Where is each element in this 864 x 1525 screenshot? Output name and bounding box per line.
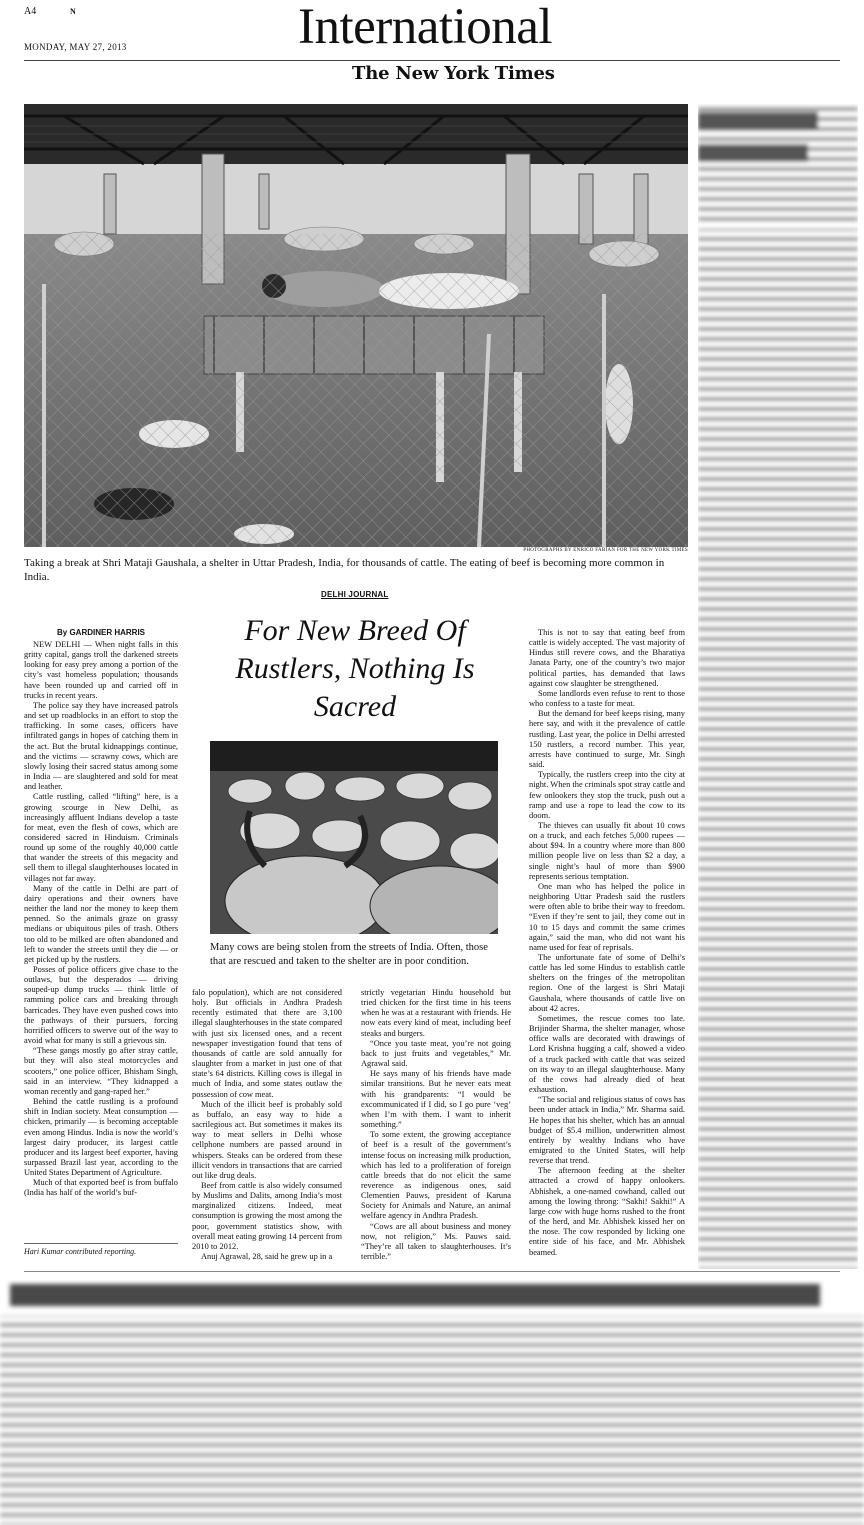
bottom-rule	[24, 1271, 840, 1272]
issue-date: MONDAY, MAY 27, 2013	[24, 42, 127, 52]
bottom-article-blurred	[0, 1280, 864, 1525]
paragraph: NEW DELHI — When night falls in this gritty capital, gangs troll the darkened streets looking for easy prey among a portion of the city’s vast homeless population; thousands have been rounded up and carried off in trucks in recent years.	[24, 640, 178, 700]
masthead-logo: The New York Times	[352, 63, 555, 84]
article-column-1	[24, 640, 178, 1199]
article-column-4	[529, 628, 685, 1258]
paragraph: strictly vegetarian Hindu household but tried chicken for the first time in his teens when he was at a restaurant with friends. He now eats every kind of meat, including beef steaks and burgers.	[361, 988, 511, 1038]
contributor-note: Hari Kumar contributed reporting.	[24, 1247, 137, 1256]
paragraph: Cattle rustling, called “lifting” here, is a growing scourge in New Delhi, as increasingly affluent Indians develop a taste for meat, even the flesh of cows, which are considered sacred in Hinduism. Criminals round up some of the roughly 40,000 cattle that wander the streets of this megacity and sell them to illegal slaughterhouses located in villages not far away.	[24, 792, 178, 883]
paragraph: Behind the cattle rustling is a profound shift in Indian society. Meat consumption — chicken, primarily — is becoming acceptable even among Hindus. India is now the world’s largest dairy producer, its largest cattle producer and its largest beef exporter, having surpassed Brazil last year, according to the United States Department of Agriculture.	[24, 1097, 178, 1178]
section-title: International	[298, 0, 553, 55]
paragraph: The afternoon feeding at the shelter attracted a crowd of happy onlookers. Abhishek, a one-named cowhand, called out among the lowing throng: “Sakhi! Sakhi!” A large cow with huge horns rushed to the front of the herd, and Mr. Abhishek kissed her on the nose. The cow responded by licking one entire side of his face, and Mr. Abhishek beamed.	[529, 1166, 685, 1257]
paragraph: The thieves can usually fit about 10 cows on a truck, and each fetches 5,000 rupees — about $94. In a country where more than 800 million people live on less than $2 a day, a single night’s haul of more than $900 represents serious temptation.	[529, 820, 685, 881]
photo-credit: PHOTOGRAPHS BY ENRICO FABIAN FOR THE NEW YORK TIMES	[523, 548, 688, 553]
article-byline: By GARDINER HARRIS	[57, 628, 146, 637]
paragraph: One man who has helped the police in neighboring Uttar Pradesh said the rustlers were often able to bribe their way to freedom. “Even if they’re sent to jail, they come out in 10 to 15 days and commit the same crimes again,” said the man, who did not want his name used for fear of reprisals.	[529, 881, 685, 952]
contributor-rule	[24, 1243, 178, 1244]
article-headline: For New Breed Of Rustlers, Nothing Is Sacred	[235, 614, 475, 723]
paragraph: This is not to say that eating beef from cattle is widely accepted. The vast majority of Hindus still revere cows, and the Bharatiya Janata Party, one of the country’s two major political parties, has demanded that laws against cow slaughter be strengthened.	[529, 628, 685, 688]
paragraph: The unfortunate fate of some of Delhi’s cattle has led some Hindus to establish cattle shelters on the fringes of the metropolitan region. One of the largest is Shri Mataji Gaushala, where thousands of cattle live on about 42 acres.	[529, 953, 685, 1013]
article-column-2	[192, 988, 342, 1262]
paragraph: Beef from cattle is also widely consumed by Muslims and Dalits, among India’s most marginalized citizens. Indeed, meat consumption is growing the most among the poor, government statistics show, with overall meat eating growing 14 percent from 2010 to 2012.	[192, 1180, 342, 1251]
paragraph: Posses of police officers give chase to the outlaws, but the desperados — driving souped-up dump trucks — think little of ramming police cars and breaking through barricades. They have even pushed cows into the pathways of their pursuers, forcing horrified officers to swerve out of the way to avoid what for many is still a grievous sin.	[24, 965, 178, 1046]
paragraph: Typically, the rustlers creep into the city at night. When the criminals spot stray cattle and few onlookers they stop the truck, push out a ramp and use a rope to lead the cow to its doom.	[529, 770, 685, 820]
header-rule	[24, 60, 840, 61]
paragraph: Much of that exported beef is from buffalo (India has half of the world’s buf-	[24, 1178, 178, 1198]
page-number: A4	[24, 6, 37, 17]
paragraph: He says many of his friends have made similar transitions. But he never eats meat with his grandparents: “I would be excommunicated if I did, so I go pure ‘veg’ when I’m with them. I want to inherit something.”	[361, 1069, 511, 1130]
article-column-3	[361, 988, 511, 1262]
article-kicker: DELHI JOURNAL	[321, 590, 389, 599]
paragraph: Sometimes, the rescue comes too late. Brijinder Sharma, the shelter manager, whose office walls are decorated with drawings of Lord Krishna hugging a calf, showed a video of a truck packed with cattle that was seized on its way to an illegal slaughterhouse. Many of the cows had already died of heat exhaustion.	[529, 1013, 685, 1095]
paragraph: “Cows are all about business and money now, not religion,” Ms. Pauws said. “They’re all taken to slaughterhouses. It’s terrible.”	[361, 1221, 511, 1262]
paragraph: To some extent, the growing acceptance of beef is a result of the government’s intense focus on increasing milk production, which has led to a proliferation of foreign cattle breeds that do not elicit the same reverence as indigenous ones, said Clementien Pauws, president of Karuna Society for Animals and Nature, an animal welfare agency in Andhra Pradesh.	[361, 1130, 511, 1221]
paragraph: “Once you taste meat, you’re not going back to just fruits and vegetables,” Mr. Agrawal said.	[361, 1038, 511, 1069]
paragraph: But the demand for beef keeps rising, many here say, and with it the prevalence of cattle rustling. Last year, the police in Delhi arrested 150 rustlers, a record number. This year, arrests have continued to surge, Mr. Singh said.	[529, 709, 685, 770]
paragraph: Much of the illicit beef is probably sold as buffalo, an easy way to hide a sacrilegious act. But sometimes it makes its way to meat sellers in Delhi whose cellphone numbers are passed around in whispers. Steaks can be ordered from these illicit vendors in transactions that are carried out like drug deals.	[192, 1099, 342, 1180]
cattle-herd-photo	[210, 741, 498, 934]
paragraph: falo population), which are not considered holy. But officials in Andhra Pradesh recently estimated that there are 3,100 illegal slaughterhouses in the state compared with just six licensed ones, and a recent newspaper investigation found that tens of thousands of cattle are sold annually for slaughter from a market in just one of that state’s 64 districts. Killing cows is illegal in much of India, and some states outlaw the possession of cow meat.	[192, 988, 343, 1099]
paragraph: Many of the cattle in Delhi are part of dairy operations and their owners have neither the land nor the money to keep them penned. So the animals graze on grassy medians or ubiquitous piles of trash. Others too old to be milked are often abandoned and left to wander the streets until they die — or get picked up by the rustlers.	[24, 883, 178, 964]
lead-photo-caption: Taking a break at Shri Mataji Gaushala, a shelter in Uttar Pradesh, India, for thousands of cattle. The eating of beef is becoming more common in India.	[24, 557, 665, 583]
adjacent-article-blurred	[698, 104, 858, 1269]
paragraph: The police say they have increased patrols and set up roadblocks in an effort to stop the trafficking. In some cases, officers have infiltrated gangs in hopes of catching them in the act. But the brutal kidnappings continue, and the victims — scrawny cows, which are slowly losing their sacred status among some in India — are slaughtered and sold for meat and leather.	[24, 700, 178, 792]
paragraph: “These gangs mostly go after stray cattle, but they will also steal motorcycles and scooters,” one police officer, Bhisham Singh, said in an interview. “They kidnapped a woman recently and gang-raped her.”	[24, 1046, 178, 1096]
lead-photo	[24, 104, 688, 547]
paragraph: “The social and religious status of cows has been under attack in India,” Mr. Sharma said. He hopes that his shelter, which has an annual budget of $5.4 million, underwritten almost entirely by wealthy Indians who have emigrated to the United States, will help reverse that trend.	[529, 1095, 685, 1166]
paragraph: Anuj Agrawal, 28, said he grew up in a	[201, 1252, 333, 1262]
paragraph: Some landlords even refuse to rent to those who confess to a taste for meat.	[529, 688, 685, 709]
cattle-photo-caption: Many cows are being stolen from the streets of India. Often, those that are rescued and taken to the shelter are in poor condition.	[210, 942, 488, 967]
edition-mark: N	[70, 7, 76, 16]
